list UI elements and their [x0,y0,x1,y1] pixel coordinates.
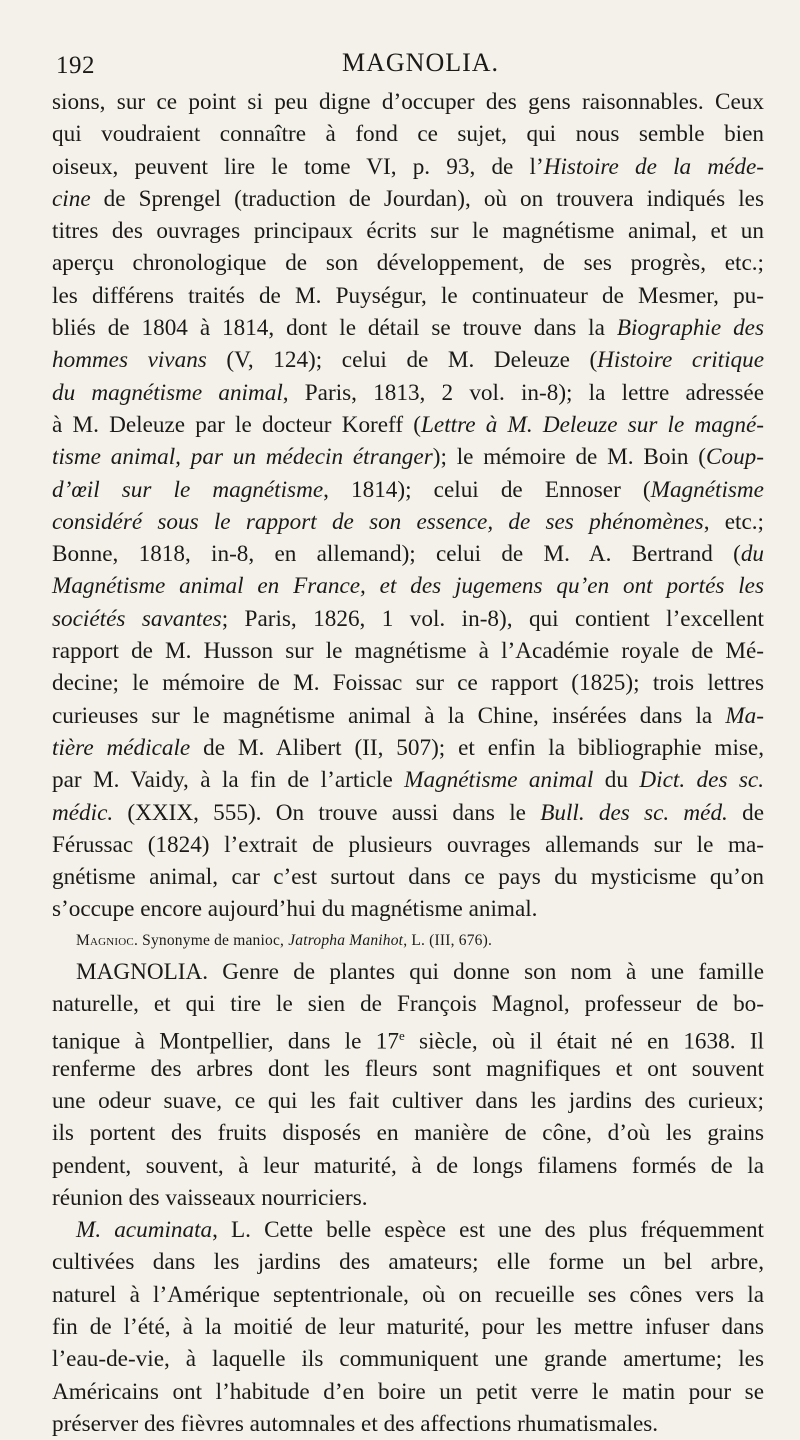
body-text [52,86,764,1440]
text-line: ils portent des fruits disposés en manière de cône, d’où les grains [52,1120,764,1147]
text-line: considéré sous le rapport de son essence, de ses phénomènes, etc.; [52,508,764,535]
entry-m-acuminata: M. acuminata, L. Cette belle espèce est une des plus fréquemment [76,1217,764,1244]
text-line: réunion des vaisseaux nourriciers. [52,1184,368,1211]
text-line: hommes vivans (V, 124); celui de M. Deleuze (Histoire critique [52,347,765,374]
text-line: sociétés savantes; Paris, 1826, 1 vol. in-8), qui contient l’excellent [52,605,764,632]
text-line: aperçu chronologique de son développement, de ses progrès, etc.; [52,250,764,277]
text-line: Bonne, 1818, in-8, en allemand); celui de M. A. Bertrand (du [52,541,764,568]
text-line: rapport de M. Husson sur le magnétisme à l’Académie royale de Mé- [52,638,764,665]
text-line: tanique à Montpellier, dans le 17e siècle, où il était né en 1638. Il [52,1028,764,1056]
text-line: Magnétisme animal en France, et des jugemens qu’en ont portés les [52,573,764,600]
text-line: cultivées dans les jardins des amateurs; elle forme un bel arbre, [52,1249,764,1276]
text-line: oiseux, peuvent lire le tome VI, p. 93, de l’Histoire de la méde- [52,153,764,180]
text-line: fin de l’été, à la moitié de leur maturité, pour les mettre infuser dans [52,1313,764,1340]
text-line: Férussac (1824) l’extrait de plusieurs ouvrages allemands sur le ma- [52,831,764,858]
text-line: sions, sur ce point si peu digne d’occuper des gens raisonnables. Ceux [52,89,764,115]
text-line: une odeur suave, ce qui les fait cultiver dans les jardins des curieux; [52,1087,764,1114]
text-line: curieuses sur le magnétisme animal à la Chine, insérées dans la Ma- [52,702,764,729]
text-line: decine; le mémoire de M. Foissac sur ce rapport (1825); trois lettres [52,670,764,697]
text-line: l’eau-de-vie, à laquelle ils communiquent une grande amertume; les [52,1346,764,1373]
page-number: 192 [56,52,95,79]
text-line: pendent, souvent, à leur maturité, à de longs filamens formés de la [52,1152,764,1179]
page-header [56,46,756,86]
text-line: Américains ont l’habitude d’en boire un petit verre le matin pour se [52,1378,764,1405]
text-line: tière médicale de M. Alibert (II, 507); et enfin la bibliographie mise, [52,734,764,761]
text-line: par M. Vaidy, à la fin de l’article Magnétisme animal du Dict. des sc. [52,767,765,794]
text-line: titres des ouvrages principaux écrits sur le magnétisme animal, et un [52,218,764,245]
text-line: médic. (XXIX, 555). On trouve aussi dans le Bull. des sc. méd. de [52,799,765,826]
entry-magnolia-heading: MAGNOLIA. Genre de plantes qui donne son nom à une famille [76,958,764,985]
text-line: renferme des arbres dont les fleurs sont magnifiques et ont souvent [52,1055,764,1082]
text-line: s’occupe encore aujourd’hui du magnétisme animal. [52,896,538,923]
text-line: naturel à l’Amérique septentrionale, où on recueille ses cônes vers la [52,1281,764,1308]
text-line: bliés de 1804 à 1814, dont le détail se trouve dans la Biographie des [52,315,764,342]
running-head: MAGNOLIA. [342,48,500,77]
text-line: tisme animal, par un médecin étranger); le mémoire de M. Boin (Coup- [52,444,764,471]
text-line: préserver des fièvres automnales et des affections rhumatismales. [52,1410,659,1437]
text-line: naturelle, et qui tire le sien de François Magnol, professeur de bo- [52,991,764,1018]
text-line: qui voudraient connaître à fond ce sujet, qui nous semble bien [52,121,764,148]
text-line: gnétisme animal, car c’est surtout dans ce pays du mysticisme qu’on [52,864,764,891]
text-line: les différens traités de M. Puységur, le continuateur de Mesmer, pu- [52,282,764,309]
text-line: à M. Deleuze par le docteur Koreff (Lettre à M. Deleuze sur le magné- [52,411,765,438]
text-line: du magnétisme animal, Paris, 1813, 2 vol. in-8); la lettre adressée [52,379,764,406]
text-line: d’œil sur le magnétisme, 1814); celui de Ennoser (Magnétisme [52,476,764,503]
entry-magnioc: Magnioc. Synonyme de manioc, Jatropha Manihot, L. (III, 676). [76,931,493,949]
text-line: cine de Sprengel (traduction de Jourdan), où on trouvera indiqués les [52,185,764,212]
